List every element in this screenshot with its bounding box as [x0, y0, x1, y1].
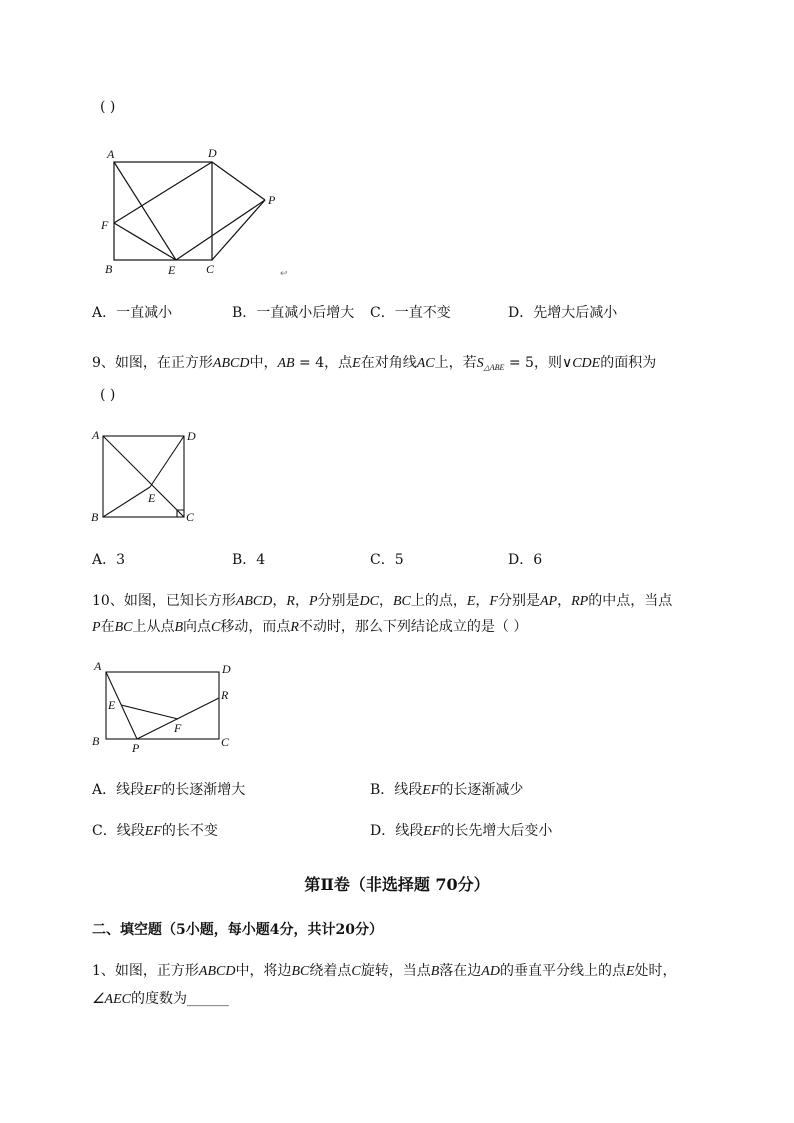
q8-option-b[interactable]: B．一直减小后增大: [232, 305, 355, 321]
q10-label-e: E: [108, 698, 116, 712]
q8-segment-dp: [212, 162, 265, 200]
q10-option-c[interactable]: C．线段EF的长不变: [92, 823, 218, 839]
q10-label-r: R: [221, 688, 229, 702]
q8-label-c: C: [206, 262, 215, 276]
q9-segment-be: [103, 487, 150, 517]
q9-label-c: C: [186, 510, 195, 524]
q10-figure: [88, 658, 248, 753]
q9-label-a: A: [92, 428, 100, 442]
q10-label-a: A: [94, 659, 102, 673]
q10-option-d[interactable]: D．线段EF的长先增大后变小: [370, 823, 553, 839]
q9-answer-paren: ( ): [100, 387, 116, 403]
q9-option-b[interactable]: B．4: [232, 552, 266, 568]
q8-option-c[interactable]: C．一直不变: [370, 305, 451, 321]
q8-label-d: D: [208, 146, 217, 160]
q10-stem-line1: 10、如图，已知长方形ABCD，R，P分别是DC，BC上的点，E，F分别是AP，RP的中点，当点: [92, 593, 673, 609]
q9-label-b: B: [91, 510, 99, 524]
q10-label-c: C: [221, 735, 230, 749]
q9-segment-de: [150, 436, 184, 487]
q9-diagonal-ac: [103, 436, 184, 517]
q8-segment-ae: [114, 162, 176, 260]
q8-label-a: A: [107, 147, 115, 161]
q10-label-f: F: [174, 721, 182, 735]
q8-figure: [100, 145, 290, 285]
return-arrow-icon: ↩: [280, 268, 288, 278]
part2-title: 第Ⅱ卷（非选择题 70分）: [304, 875, 490, 894]
q10-stem-line2: P在BC上从点B向点C移动，而点R不动时，那么下列结论成立的是（ ）: [92, 619, 528, 635]
q8-answer-paren: ( ): [100, 99, 116, 115]
q9-option-c[interactable]: C．5: [370, 552, 404, 568]
q10-option-a[interactable]: A．线段EF的长逐渐增大: [92, 782, 246, 798]
q9-option-a[interactable]: A．3: [92, 552, 126, 568]
q8-label-f: F: [101, 218, 109, 232]
q8-segment-fe: [114, 223, 176, 260]
q9-stem: 9、如图，在正方形ABCD中，AB = 4，点E在对角线AC上，若$S_{\triangle ABE} = 5$，则∨CDE的面积为: [92, 355, 657, 372]
fill-q1-line1: 1、如图，正方形ABCD中，将边BC绕着点C旋转，当点B落在边AD的垂直平分线上的点E处时，: [92, 963, 677, 979]
q8-option-a[interactable]: A．一直减小: [92, 305, 173, 321]
q10-label-d: D: [222, 662, 231, 676]
q10-label-p: P: [132, 741, 140, 755]
q9-figure: [90, 425, 205, 530]
q8-option-d[interactable]: D．先增大后减小: [508, 305, 618, 321]
fill-q1-line2: ∠AEC的度数为______: [92, 991, 229, 1007]
section-heading: 二、填空题（5小题，每小题4分，共计20分）: [92, 922, 383, 938]
q9-label-d: D: [187, 429, 196, 443]
q10-option-b[interactable]: B．线段EF的长逐渐减少: [370, 782, 524, 798]
q8-label-p: P: [268, 193, 276, 207]
q8-label-b: B: [105, 262, 113, 276]
q9-label-e: E: [148, 491, 156, 505]
q9-option-d[interactable]: D．6: [508, 552, 543, 568]
q10-segment-ef: [121, 705, 178, 719]
q8-segment-fd: [114, 162, 212, 223]
q10-label-b: B: [92, 734, 100, 748]
q8-label-e: E: [168, 263, 176, 277]
